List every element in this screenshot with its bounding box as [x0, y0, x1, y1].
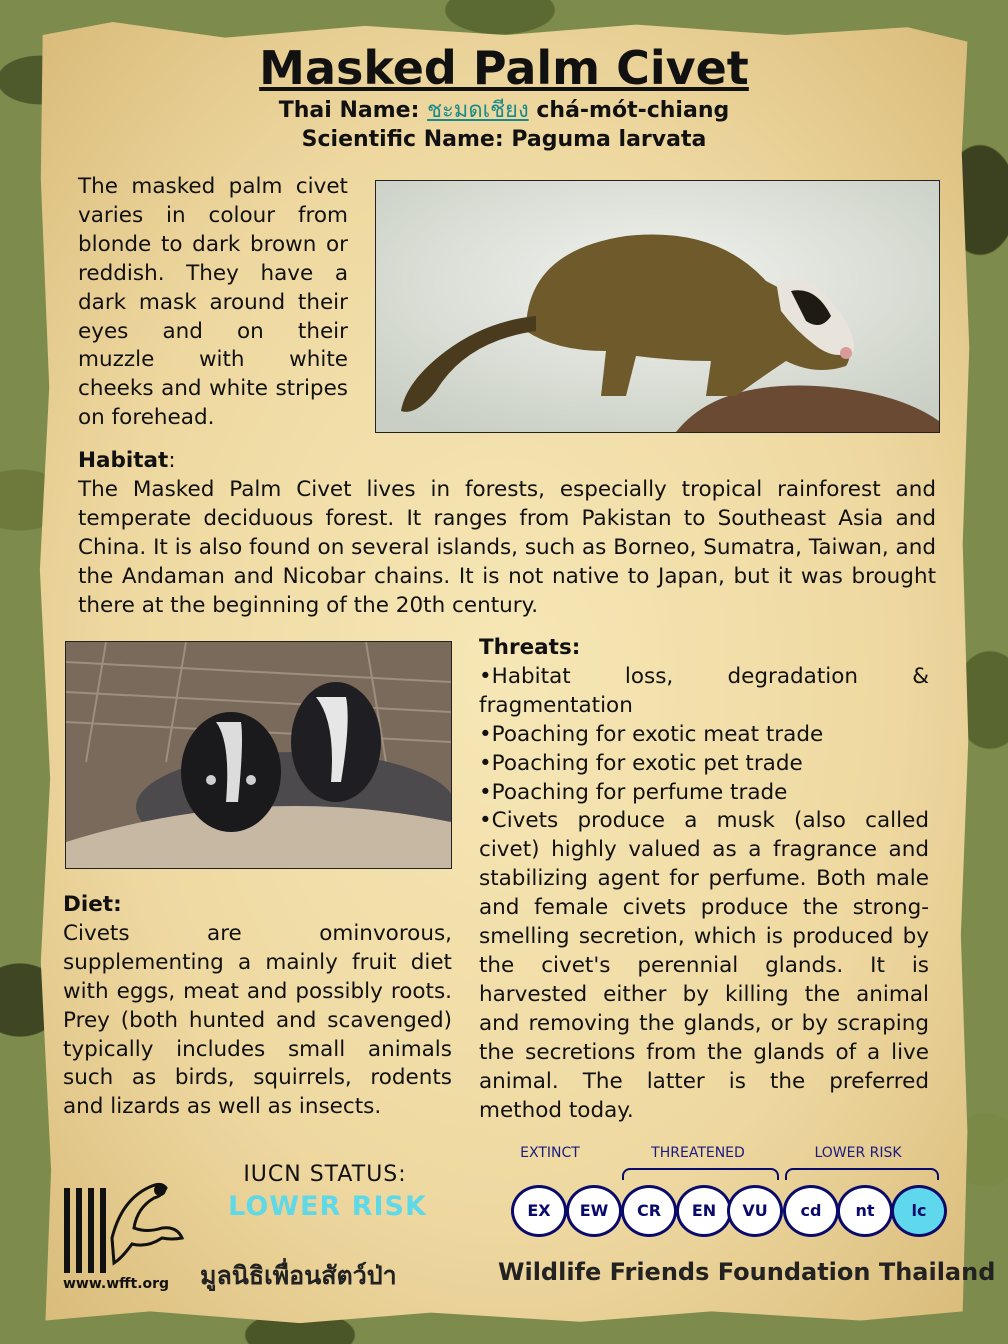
scientific-name-label: Scientific Name: — [301, 127, 504, 152]
threat-item: •Civets produce a musk (also called civet) highly valued as a fragrance and stabilizing agent for perfume. Both male and female civets produce the strong-smelling secretion, which is produced by the civet's perennial glands. It is harvested either by killing the animal and removing the glands, or by scraping the secretions from the glands of a live animal. The latter is the preferred method today. — [479, 808, 929, 1123]
habitat-heading-line — [78, 447, 936, 476]
scientific-name-value: Paguma larvata — [511, 127, 707, 152]
diet-heading: Diet: — [63, 892, 122, 917]
threats-heading: Threats: — [479, 635, 581, 660]
civets-photo-illustration — [66, 642, 451, 868]
threats-section — [479, 634, 929, 1125]
iucn-category-vu: VU — [727, 1185, 783, 1237]
threat-item: •Poaching for perfume trade — [479, 779, 788, 805]
diet-section — [63, 891, 452, 1122]
thai-org-name: มูลนิธิเพื่อนสัตว์ป่า — [200, 1261, 397, 1290]
group-label-threatened: THREATENED — [651, 1145, 745, 1161]
civets-in-basket-photo — [65, 641, 452, 869]
intro-text: The masked palm civet varies in colour from blonde to dark brown or reddish. They have a dark mask around their eyes and on their muzzle with white cheeks and white stripes on forehead. — [78, 174, 348, 431]
civet-photo — [375, 180, 940, 433]
habitat-text: The Masked Palm Civet lives in forests, especially tropical rainforest and temperate deciduous forest. It ranges from Pakistan to Southeast Asia and China. It is also found on several islands, such as Borneo, Sumatra, Taiwan, and the Andaman and Nicobar chains. It is not native to Japan, but it was brought there at the beginning of the 20th century. — [78, 476, 936, 618]
threat-item: •Habitat loss, degradation & fragmentation — [479, 663, 929, 718]
threat-item: •Poaching for exotic meat trade — [479, 721, 824, 747]
threat-item: •Poaching for exotic pet trade — [479, 750, 803, 776]
thai-name-roman: chá-mót-chiang — [536, 98, 730, 123]
habitat-section — [78, 447, 936, 620]
org-name: Wildlife Friends Foundation Thailand — [498, 1258, 996, 1286]
iucn-category-nt: nt — [837, 1185, 893, 1237]
iucn-category-cd: cd — [783, 1185, 839, 1237]
scientific-name-line — [0, 126, 1008, 154]
group-label-extinct: EXTINCT — [520, 1145, 580, 1161]
iucn-category-ew: EW — [566, 1185, 622, 1237]
wfft-logo — [62, 1178, 192, 1276]
website-url[interactable]: www.wfft.org — [63, 1276, 170, 1292]
iucn-category-lc: lc — [891, 1185, 947, 1237]
iucn-status-value: LOWER RISK — [228, 1191, 427, 1222]
gibbon-cage-logo-icon — [62, 1178, 192, 1276]
diet-text: Civets are ominvorous, supplementing a mainly fruit diet with eggs, meat and possibly roots. Prey (both hunted and scavenged) typically includes small animals such as birds, squirrels, rodents and lizards as well as insects. — [63, 920, 452, 1120]
threatened-bracket — [622, 1168, 779, 1180]
iucn-status-label: IUCN STATUS: — [243, 1162, 407, 1187]
habitat-colon: : — [168, 448, 176, 473]
thai-name-link[interactable]: ชะมดเชียง — [427, 98, 529, 123]
iucn-category-ex: EX — [511, 1185, 567, 1237]
habitat-heading: Habitat — [78, 448, 169, 473]
civet-photo-illustration — [376, 181, 939, 432]
lower-risk-bracket — [785, 1168, 939, 1180]
iucn-category-cr: CR — [621, 1185, 677, 1237]
iucn-category-en: EN — [676, 1185, 732, 1237]
thai-name-line — [0, 97, 1008, 125]
page-title: Masked Palm Civet — [259, 41, 749, 95]
thai-name-label: Thai Name: — [278, 98, 420, 123]
group-label-lower-risk: LOWER RISK — [814, 1145, 902, 1161]
